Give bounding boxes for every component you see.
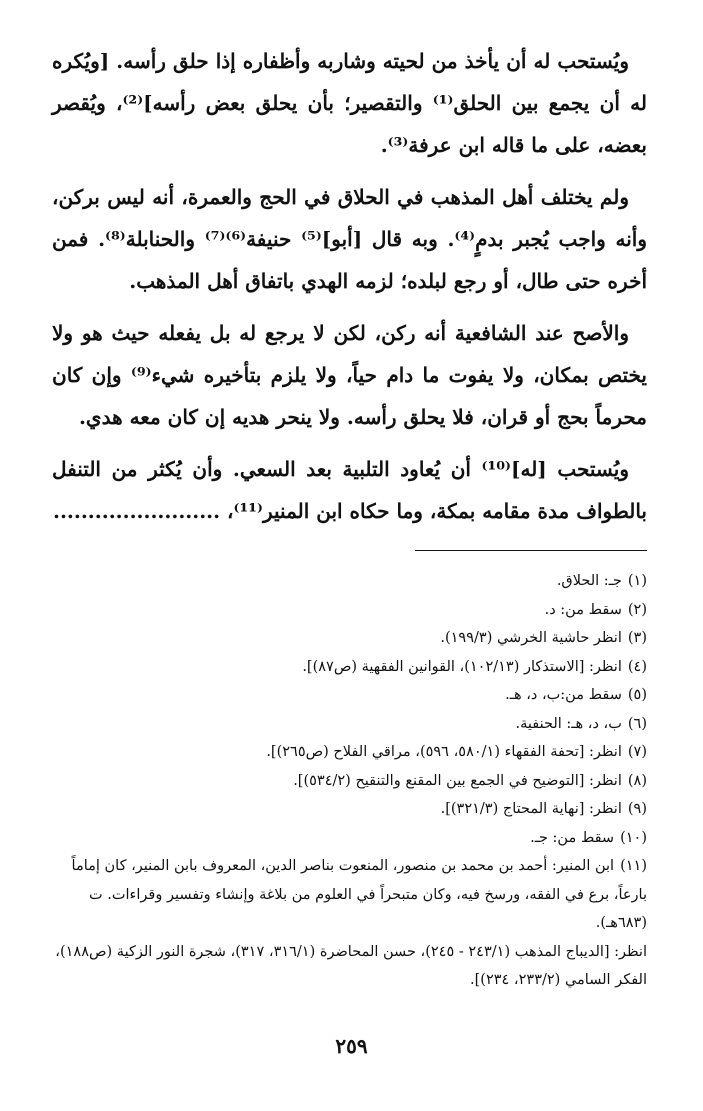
footnote [52,710,647,739]
footnote [52,738,647,767]
footnotes [52,567,647,995]
footnote-number: (٩) [627,801,647,817]
main-text [52,40,647,532]
footnote [52,624,647,653]
footnote-text: سقط من: جـ. [530,829,615,846]
footnote [52,795,647,824]
footnote [52,767,647,796]
footnote-text: سقط من: د. [544,601,622,618]
footnote-separator [415,550,647,551]
footnote-text: انظر: [نهاية المحتاج (٣٢١/٣)]. [440,801,622,817]
paragraph-2: ولم يختلف أهل المذهب في الحلاق في الحج والعمرة، أنه ليس بركن، وأنه واجب يُجبر بدمٍ⁽⁴⁾. وبه قال [أبو]⁽⁵⁾ حنيفة⁽⁶⁾⁽⁷⁾ والحنابلة⁽⁸⁾. فمن أخره حتى طال، أو رجع لبلده؛ لزمه الهدي باتفاق أهل المذهب. [52,185,648,293]
footnote-number: (٣) [627,630,647,646]
footnote [52,596,647,625]
footnote-number: (٢) [627,601,647,618]
footnote-number: (١١) [620,858,647,874]
footnote-text: انظر: [التوضيح في الجمع بين المقنع والتنقيح (٥٣٤/٢)]. [293,772,622,789]
footnote-text: ابن المنير: أحمد بن محمد بن منصور، المنعوت بناصر الدين، المعروف بابن المنير، كان إماماً بارعاً، برع في الفقه، ورسخ فيه، وكان متبحراً في العلوم من بلاغة وإنشاء وتفسير وقراءات. ت (٦٨٣هـ). [71,858,647,931]
paragraph-1: ويُستحب له أن يأخذ من لحيته وشاربه وأظفاره إذا حلق رأسه. [ويُكره له أن يجمع بين الحلق⁽¹⁾ والتقصير؛ بأن يحلق بعض رأسه]⁽²⁾، ويُقصر بعضه، على ما قاله ابن عرفة⁽³⁾. [52,49,647,157]
footnote-text: انظر: [تحفة الفقهاء (٥٨٠/١، ٥٩٦)، مراقي الفلاح (ص٢٦٥)]. [266,744,622,760]
footnote-number: (٨) [627,772,647,789]
footnote-text: انظر حاشية الخرشي (١٩٩/٣). [440,630,622,646]
footnote [52,852,647,938]
footnote-number: (٧) [627,744,647,760]
footnote-number: (١٠) [620,829,647,846]
footnote-text: جـ: الحلاق. [556,573,622,589]
paragraph-3: والأصح عند الشافعية أنه ركن، لكن لا يرجع له بل يفعله حيث هو ولا يختص بمكان، ولا يفوت ما دام حياً، ولا يلزم بتأخيره شيء⁽⁹⁾ وإن كان محرماً بحج أو قران، فلا يحلق رأسه. ولا ينحر هديه إن كان معه هدي. [52,321,647,429]
footnote [52,824,647,853]
footnote-text: سقط من:ب، د، هـ. [505,687,622,703]
footnote [52,681,647,710]
footnote-number: (٦) [627,715,647,732]
footnote-number: (٥) [627,687,647,703]
footnote-continuation: انظر: [الديباج المذهب (٢٤٣/١ - ٢٤٥)، حسن المحاضرة (٣١٦/١، ٣١٧)، شجرة النور الزكية (ص١٨٨)، الفكر السامي (٢٣٣/٢، ٢٣٤)]. [55,943,647,988]
page-number: ٢٥٩ [335,1034,368,1058]
paragraph-4: ويُستحب [له]⁽¹⁰⁾ أن يُعاود التلبية بعد السعي. وأن يُكثر من التنفل بالطواف مدة مقامه بمكة، وما حكاه ابن المنير⁽¹¹⁾، ........................ [52,457,647,523]
footnote-text: ب، د، هـ: الحنفية. [515,715,622,732]
footnote [52,653,647,682]
footnote-number: (١) [627,573,647,589]
footnote-text: انظر: [الاستذكار (١٠٢/١٣)، القوانين الفقهية (ص٨٧)]. [302,658,622,675]
footnote [52,567,647,596]
footnote-number: (٤) [627,658,647,675]
